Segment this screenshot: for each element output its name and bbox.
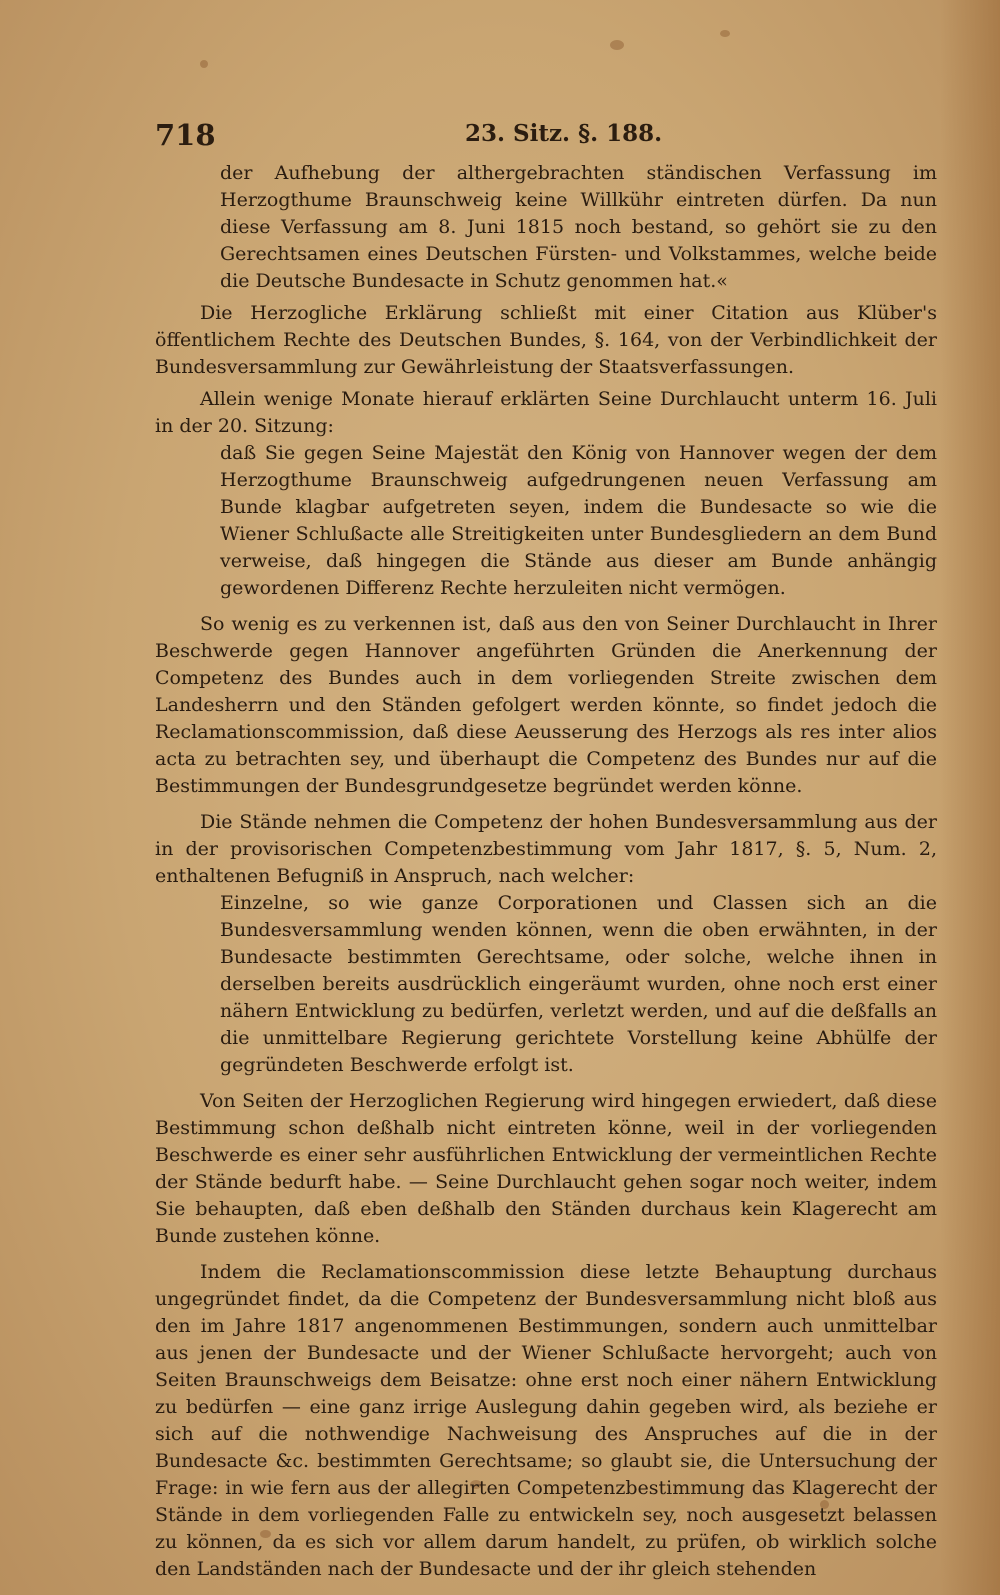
paragraph: Die Stände nehmen die Competenz der hohen Bundesversammlung aus der in der provisorischen Competenzbestimmung vom Jahr 1817, §. 5, Num. 2, enthaltenen Befugniß in Anspruch, nach welcher:: [155, 811, 937, 887]
quote-paragraph: Einzelne, so wie ganze Corporationen und Classen sich an die Bundesversammlung wenden können, wenn die oben erwähnten, in der Bundesacte bestimmten Gerechtsame, oder solche, welche ihnen in derselben bereits ausdrücklich eingeräumt wurden, ohne noch erst einer nähern Entwicklung zu bedürfen, verletzt werden, und auf die deßfalls an die unmittelbare Regierung gerichtete Vorstellung keine Abhülfe der gegründeten Beschwerde erfolgt ist.: [220, 892, 937, 1076]
quote-paragraph: daß Sie gegen Seine Majestät den König von Hannover wegen der dem Herzogthume Braunschweig aufgedrungenen neuen Verfassung am Bunde klagbar aufgetreten seyen, indem die Bundesacte so wie die Wiener Schlußacte alle Streitigkeiten unter Bundesgliedern an dem Bund verweise, daß hingegen die Stände aus dieser am Bunde anhängig gewordenen Differenz Rechte herzuleiten nicht vermögen.: [220, 442, 937, 599]
paragraph: Allein wenige Monate hierauf erklärten Seine Durchlaucht unterm 16. Juli in der 20. Sitzung:: [155, 388, 937, 437]
page-edge-shadow: [940, 0, 1000, 1595]
page-header: [0, 118, 1000, 158]
paragraph: Von Seiten der Herzoglichen Regierung wird hingegen erwiedert, daß diese Bestimmung schon deßhalb nicht eintreten könne, weil in der vorliegenden Beschwerde es einer sehr ausführlichen Entwicklung der vermeintlichen Rechte der Stände bedurft habe. — Seine Durchlaucht gehen sogar noch weiter, indem Sie behaupten, daß eben deßhalb den Ständen durchaus kein Klagerecht am Bunde zustehen könne.: [155, 1090, 937, 1247]
paragraph: Die Herzogliche Erklärung schließt mit einer Citation aus Klüber's öffentlichem Rechte des Deutschen Bundes, §. 164, von der Verbindlichkeit der Bundesversammlung zur Gewährleistung der Staatsverfassungen.: [155, 302, 937, 378]
page-number: 718: [155, 118, 216, 152]
paragraph: Indem die Reclamationscommission diese letzte Behauptung durchaus ungegründet findet, da die Competenz der Bundesversammlung nicht bloß aus den im Jahre 1817 angenommenen Bestimmungen, sondern auch unmittelbar aus jenen der Bundesacte und der Wiener Schlußacte hervorgeht; auch von Seiten Braunschweigs dem Beisatze: ohne erst noch einer nähern Entwicklung zu bedürfen — eine ganz irrige Auslegung dahin gegeben wird, als beziehe er sich auf die nothwendige Nachweisung des Anspruches auf die in der Bundesacte &c. bestimmten Gerechtsame; so glaubt sie, die Untersuchung der Frage: in wie fern aus der allegirten Competenzbestimmung das Klagerecht der Stände in dem vorliegenden Falle zu entwickeln sey, noch ausgesetzt belassen zu können, da es sich vor allem darum handelt, zu prüfen, ob wirklich solche den Landständen nach der Bundesacte und der ihr gleich stehenden: [155, 1261, 937, 1580]
paragraph: So wenig es zu verkennen ist, daß aus den von Seiner Durchlaucht in Ihrer Beschwerde gegen Hannover angeführten Gründen die Anerkennung der Competenz des Bundes auch in dem vorliegenden Streite zwischen dem Landesherrn und den Ständen gefolgert werden könnte, so findet jedoch die Reclamationscommission, daß diese Aeusserung des Herzogs als res inter alios acta zu betrachten sey, und überhaupt die Competenz des Bundes nur auf die Bestimmungen der Bundesgrundgesetze begründet werden könne.: [155, 613, 937, 797]
body-text: [155, 160, 937, 1583]
quote-paragraph: der Aufhebung der althergebrachten ständischen Verfassung im Herzogthume Braunschweig keine Willkühr eintreten dürfen. Da nun diese Verfassung am 8. Juni 1815 noch bestand, so gehört sie zu den Gerechtsamen eines Deutschen Fürsten- und Volkstammes, welche beide die Deutsche Bundesacte in Schutz genommen hat.«: [220, 162, 937, 292]
running-head: 23. Sitz. §. 188.: [465, 120, 663, 147]
